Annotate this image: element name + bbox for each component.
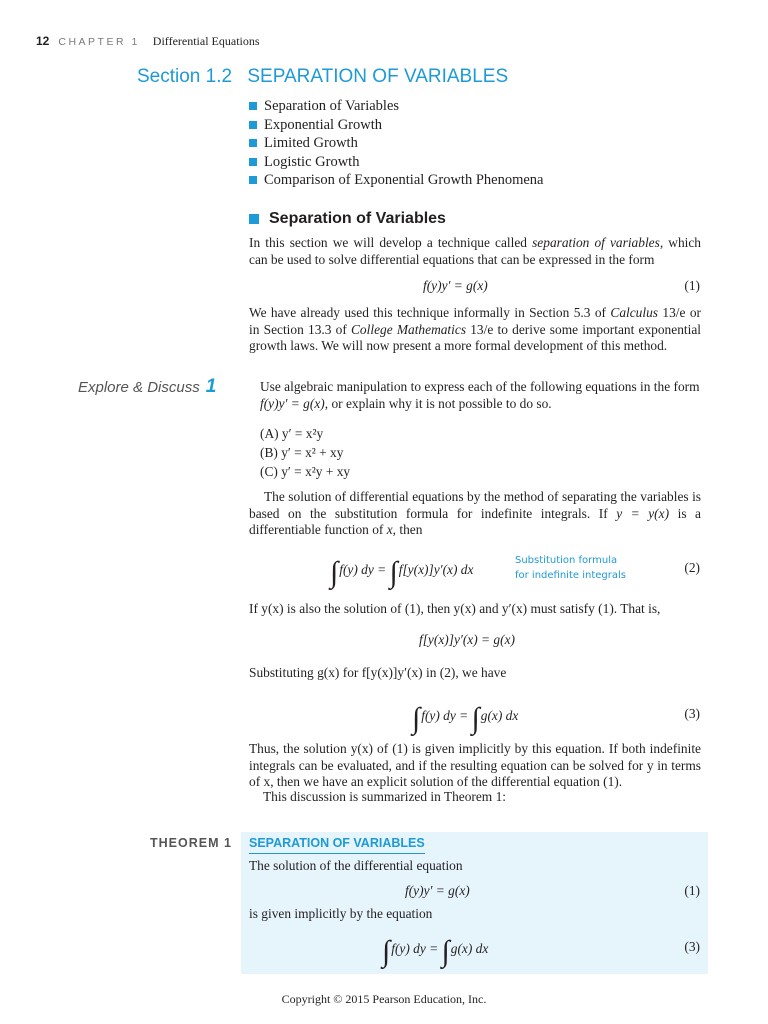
integral-sign: ∫ <box>382 935 391 968</box>
equation-substituted: f[y(x)]y′(x) = g(x) <box>419 632 515 647</box>
bullet-square-icon <box>249 158 257 166</box>
theorem-line-2: is given implicitly by the equation <box>249 906 433 921</box>
theorem-equation-3: ∫f(y) dy = ∫g(x) dx <box>382 935 489 968</box>
explore-discuss-label: Explore & Discuss 1 <box>78 376 217 397</box>
section-heading <box>137 66 508 88</box>
bullet-square-icon <box>249 121 257 129</box>
topic-item: Exponential Growth <box>249 116 543 135</box>
explore-options <box>260 424 350 481</box>
paragraph-substitution: The solution of differential equations by the method of separating the variables is based on the substitution formula for indefinite integrals. If y = y(x) is a differentiable function of x, then <box>249 489 701 537</box>
theorem-title: SEPARATION OF VARIABLES <box>249 836 425 854</box>
bullet-square-icon <box>249 139 257 147</box>
integral-sign: ∫ <box>330 556 339 589</box>
heading-square-icon <box>249 214 259 224</box>
subsection-heading: Separation of Variables <box>249 210 446 228</box>
integral-sign: ∫ <box>412 702 421 735</box>
theorem-equation-3-number: (3) <box>684 939 700 954</box>
option-c: (C) y′ = x²y + xy <box>260 464 351 479</box>
option-b: (B) y′ = x² + xy <box>260 445 344 460</box>
page-number: 12 <box>36 34 50 48</box>
equation-3-number: (3) <box>684 706 700 721</box>
equation-1-number: (1) <box>684 278 700 293</box>
paragraph-implicit-solution: Thus, the solution y(x) of (1) is given implicitly by this equation. If both indefinite integrals can be evaluated, and if the resulting equation can be solved for y in terms of x, then we have an explicit solution of the differential equation (1). <box>249 741 701 789</box>
chapter-title: Differential Equations <box>152 34 260 48</box>
integral-sign: ∫ <box>389 556 398 589</box>
explore-number: 1 <box>205 376 217 397</box>
copyright-footer: Copyright © 2015 Pearson Education, Inc. <box>281 992 487 1006</box>
running-head <box>36 34 260 49</box>
paragraph-summary: This discussion is summarized in Theorem 1: <box>263 789 506 804</box>
topic-item: Logistic Growth <box>249 153 543 172</box>
theorem-equation-1-number: (1) <box>684 883 700 898</box>
paragraph-satisfy: If y(x) is also the solution of (1), then y(x) and y′(x) must satisfy (1). That is, <box>249 601 661 616</box>
option-a: (A) y′ = x²y <box>260 426 324 441</box>
topic-item: Separation of Variables <box>249 97 543 116</box>
topic-item: Limited Growth <box>249 134 543 153</box>
chapter-label: CHAPTER 1 <box>58 36 140 48</box>
equation-2: ∫f(y) dy = ∫f[y(x)]y′(x) dx <box>330 556 474 589</box>
equation-3: ∫f(y) dy = ∫g(x) dx <box>412 702 519 735</box>
bullet-square-icon <box>249 176 257 184</box>
paragraph-substituting: Substituting g(x) for f[y(x)]y′(x) in (2), we have <box>249 665 507 680</box>
section-topics-list <box>249 97 543 190</box>
section-title: SEPARATION OF VARIABLES <box>247 66 509 87</box>
theorem-label: THEOREM 1 <box>150 836 232 850</box>
topic-item: Comparison of Exponential Growth Phenomena <box>249 171 543 190</box>
substitution-formula-note: Substitution formula for indefinite integrals <box>515 555 626 581</box>
theorem-equation-1: f(y)y′ = g(x) <box>405 883 470 898</box>
bullet-square-icon <box>249 102 257 110</box>
integral-sign: ∫ <box>471 702 480 735</box>
paragraph-prior-use: We have already used this technique informally in Section 5.3 of Calculus 13/e or in Section 13.3 of College Mathematics 13/e to derive some important exponential growth laws. We will now present a more formal development of this method. <box>249 305 701 353</box>
theorem-line-1: The solution of the differential equation <box>249 858 463 873</box>
intro-term: separation of variables, <box>532 235 664 250</box>
integral-sign: ∫ <box>441 935 450 968</box>
equation-1: f(y)y′ = g(x) <box>423 278 488 293</box>
explore-discuss-text: Use algebraic manipulation to express each of the following equations in the form f(y)y′ = g(x), or explain why it is not possible to do so. <box>260 379 700 411</box>
equation-2-number: (2) <box>684 560 700 575</box>
section-number: Section 1.2 <box>137 66 233 87</box>
intro-paragraph: In this section we will develop a technique called separation of variables, which can be used to solve differential equations that can be expressed in the form <box>249 235 701 267</box>
